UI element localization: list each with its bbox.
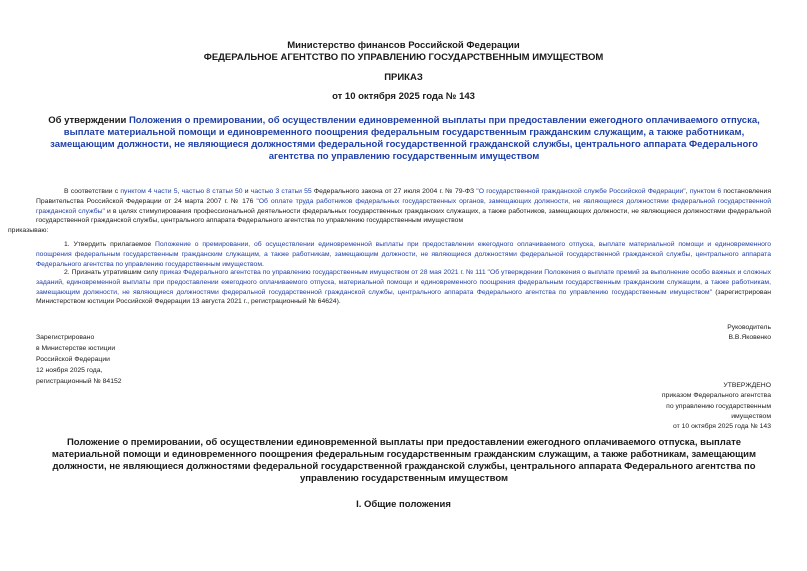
registration-block	[36, 332, 122, 387]
registration-line: в Министерстве юстиции	[36, 345, 116, 352]
registration-line: регистрационный № 84152	[36, 378, 122, 385]
item-1-paragraph	[36, 240, 771, 269]
approval-block	[662, 381, 771, 432]
preamble-text: ,	[685, 188, 690, 195]
document-date-number: от 10 октября 2025 года № 143	[332, 91, 475, 102]
law-link-art55[interactable]: частью 3 статьи 55	[250, 188, 312, 195]
item-2-text: 2. Признать утратившим силу	[64, 269, 160, 276]
regulation-title: Положение о премировании, об осуществлении единовременной выплаты при предоставлении ежегодного оплачиваемого отпуска, выплате материальной помощи и единовременного поощрения федеральным государственным гражданским служащим, а также работникам, замещающим должности, не являющиеся должностями федеральной государственной гражданской службы, центрального аппарата Федерального агентства по управлению государственным имуществом	[51, 437, 757, 484]
regulation-link[interactable]: Положение о премировании, об осуществлении единовременной выплаты при предоставлении ежегодного оплачиваемого отпуска, выплате материальной помощи и единовременного поощрения федеральным государственным гражданским служащим, а также работникам, замещающим должности, не являющиеся должностями федеральной государственной гражданской службы, центрального аппарата Федерального агентства по управлению государственным имуществом	[36, 241, 771, 268]
item-1-text: .	[262, 260, 264, 268]
signature-block	[727, 323, 771, 343]
approval-line: приказом Федерального агентства	[661, 392, 771, 400]
order-title-prefix: Об утверждении	[48, 115, 129, 126]
ministry-name: Министерство финансов Российской Федерации	[287, 40, 520, 51]
approval-line: по управлению государственным	[666, 402, 771, 410]
item-1-text: 1. Утвердить прилагаемое	[64, 241, 156, 248]
law-link-art50[interactable]: частью 8 статьи 50	[181, 188, 243, 195]
resolution-link-p6[interactable]: пунктом 6	[689, 188, 722, 195]
preamble-text: Федерального закона от 27 июля 2004 г. № 79-ФЗ	[311, 188, 477, 195]
preamble-text: В соответствии с	[64, 188, 121, 195]
registration-line: Российской Федерации	[36, 356, 110, 363]
preamble-text: ,	[177, 188, 182, 195]
section-title: I. Общие положения	[356, 499, 451, 510]
item-2-paragraph	[36, 268, 771, 307]
law-link-p4[interactable]: пунктом 4 части 5	[120, 188, 178, 195]
resolution-link-title[interactable]: "Об оплате труда работников федеральных государственных органов, замещающих должности, не являющиеся должностями федеральной государственной гражданской службы"	[36, 197, 771, 215]
order-word: приказываю:	[8, 227, 49, 235]
law-link-title[interactable]: "О государственной гражданской службе Российской Федерации"	[476, 188, 686, 195]
approval-line: УТВЕРЖДЕНО	[723, 382, 771, 389]
registration-line: 12 ноября 2025 года,	[36, 367, 103, 374]
order-title-link[interactable]: Положения о премировании, об осуществлении единовременной выплаты при предоставлении ежегодного оплачиваемого отпуска, выплате материальной помощи и единовременного поощрения федеральным государственным гражданским служащим, а также работникам, замещающим должности, не являющиеся должностями федеральной государственной гражданской службы, центрального аппарата Федерального агентства по управлению государственным имуществом	[50, 115, 760, 162]
approval-line: имуществом	[731, 412, 771, 420]
signature-name: В.В.Яковенко	[728, 334, 771, 341]
order-title	[34, 115, 774, 163]
approval-line: от 10 октября 2025 года № 143	[673, 423, 771, 431]
agency-name: ФЕДЕРАЛЬНОЕ АГЕНТСТВО ПО УПРАВЛЕНИЮ ГОСУДАРСТВЕННЫМ ИМУЩЕСТВОМ	[203, 52, 604, 63]
preamble-text: и	[242, 188, 251, 195]
signature-position: Руководитель	[727, 324, 771, 331]
registration-line: Зарегистрировано	[36, 334, 95, 341]
preamble-paragraph	[8, 187, 772, 236]
item-2-text: (зарегистрирован Министерством юстиции Российской Федерации 13 августа 2021 г., регистрационный № 64624).	[36, 288, 771, 306]
repealed-order-link[interactable]: приказ Федерального агентства по управлению государственным имуществом от 28 мая 2021 г. № 111 "Об утверждении Положения о выплате премий за выполнение особо важных и сложных заданий, единовременной выплаты при предоставлении ежегодного оплачиваемого отпуска, материальной помощи и единовременного поощрения федеральным государственным гражданским служащим, а также работникам, замещающим должности, не являющиеся должностями федеральной государственной гражданской службы, центрального аппарата Федерального агентства по управлению государственным имуществом"	[36, 269, 771, 296]
preamble-text: и в целях стимулирования профессиональной деятельности федеральных государственных гражданских служащих, а также работников, замещающих должности, не являющиеся должностями федеральной государственной гражданской службы, центрального аппарата Федерального агентства по управлению государственным имуществом	[36, 207, 772, 225]
document-type: ПРИКАЗ	[384, 72, 423, 83]
preamble-text: постановления Правительства Российской Федерации от 24 марта 2007 г. № 176	[36, 188, 772, 205]
